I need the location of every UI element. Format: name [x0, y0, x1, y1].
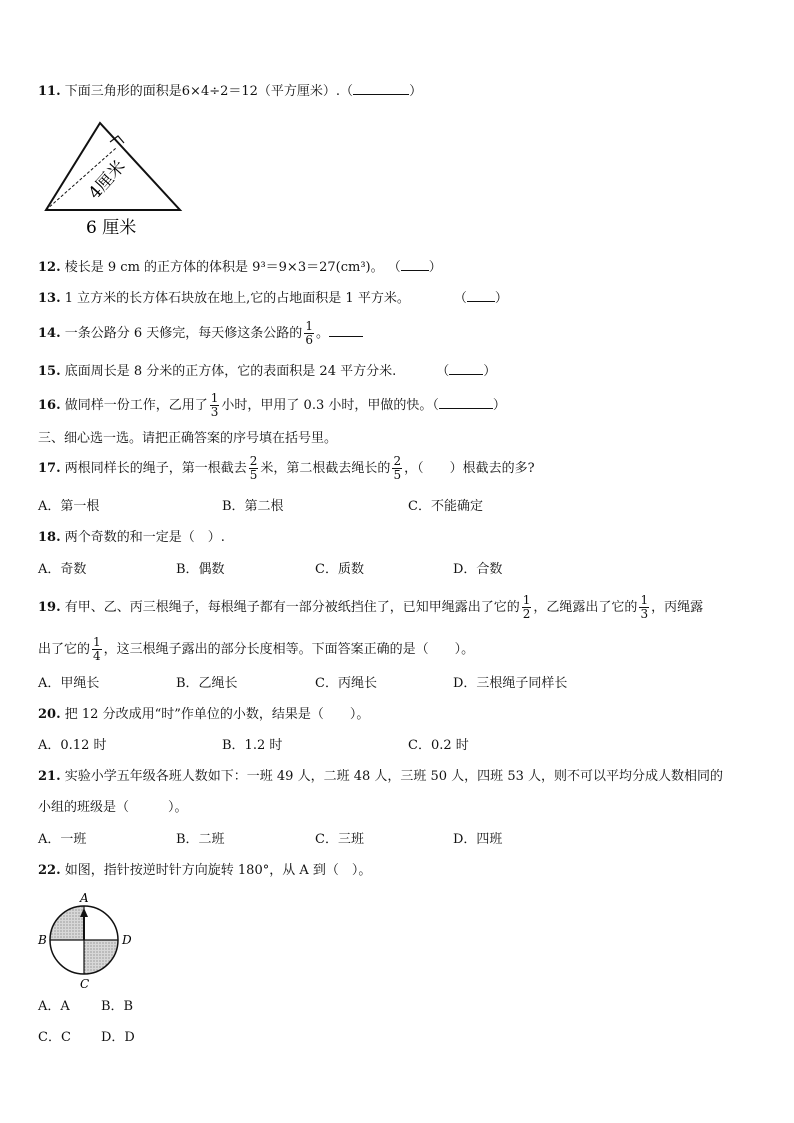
question-number: 11.	[38, 84, 61, 99]
question-text: 实验小学五年级各班人数如下：一班 49 人，二班 48 人，三班 50 人，四班 53 人，则不可以平均分成人数相同的	[64, 769, 723, 784]
fraction: $\frac{1}{2}$	[522, 593, 531, 621]
option-b[interactable]: B．1.2 时	[222, 738, 283, 753]
label-a: A	[80, 891, 89, 905]
label-b: B	[38, 933, 47, 947]
option-b[interactable]: B．偶数	[176, 562, 225, 577]
question-11: 11. 下面三角形的面积是6×4÷2＝12（平方厘米）.（ ）	[38, 84, 423, 99]
answer-blank[interactable]	[467, 289, 495, 302]
question-18: 18. 两个奇数的和一定是（ ）.	[38, 530, 225, 545]
question-21: 21. 实验小学五年级各班人数如下：一班 49 人，二班 48 人，三班 50 人，四班 53 人，则不可以平均分成人数相同的	[38, 769, 723, 784]
section-3-title: 三、细心选一选。请把正确答案的序号填在括号里。	[38, 431, 338, 446]
option-a[interactable]: A．奇数	[38, 562, 87, 577]
base-label: 6 厘米	[86, 218, 137, 238]
fraction: $\frac{2}{5}$	[249, 454, 258, 482]
option-d[interactable]: D．三根绳子同样长	[453, 676, 568, 691]
answer-blank[interactable]	[401, 258, 429, 271]
question-20: 20. 把 12 分改成用“时”作单位的小数，结果是（ ）。	[38, 707, 370, 722]
question-text: 一条公路分 6 天修完，每天修这条公路的	[64, 326, 303, 341]
option-c[interactable]: C．C	[38, 1030, 71, 1045]
question-text: 两根同样长的绳子，第一根截去	[64, 461, 247, 476]
answer-blank[interactable]	[329, 324, 363, 337]
answer-blank[interactable]	[353, 82, 409, 95]
question-text-b: （平方厘米）.（	[257, 84, 354, 99]
label-d: D	[122, 933, 132, 947]
option-c[interactable]: C．三班	[315, 832, 364, 847]
answer-blank[interactable]	[449, 362, 483, 375]
question-17: 17. 两根同样长的绳子，第一根截去 $\frac{2}{5}$ 米，第二根截去绳长的 $\frac{2}{5}$ ，（ ）根截去的多?	[38, 454, 535, 482]
question-16: 16. 做同样一份工作，乙用了 $\frac{1}{3}$ 小时，甲用了 0.3 小时，甲做的快。（ ）	[38, 391, 506, 419]
option-a[interactable]: A．0.12 时	[38, 738, 107, 753]
option-d[interactable]: D．合数	[453, 562, 503, 577]
question-19-cont: 出了它的 $\frac{1}{4}$ ，这三根绳子露出的部分长度相等。下面答案正确的是（ ）。	[38, 635, 475, 663]
question-text: 棱长是 9 cm 的正方体的体积是 9³＝9×3＝27(cm³)。 （	[64, 260, 401, 275]
option-b[interactable]: B．乙绳长	[176, 676, 238, 691]
question-text: 底面周长是 8 分米的正方体，它的表面积是 24 平方分米.	[64, 364, 397, 379]
option-c[interactable]: C．0.2 时	[408, 738, 469, 753]
fraction: $\frac{1}{6}$	[305, 319, 313, 347]
question-22: 22. 如图，指针按逆时针方向旋转 180°，从 A 到（ ）。	[38, 863, 372, 878]
formula: 6×4÷2＝12	[181, 84, 258, 99]
question-19: 19. 有甲、乙、丙三根绳子，每根绳子都有一部分被纸挡住了，已知甲绳露出了它的 $\frac{1}{2}$ ，乙绳露出了它的 $\frac{1}{3}$ ，丙绳露	[38, 593, 704, 621]
option-b[interactable]: B．B	[101, 999, 134, 1014]
option-c[interactable]: C．丙绳长	[315, 676, 377, 691]
option-d[interactable]: D．D	[101, 1030, 135, 1045]
question-12: 12. 棱长是 9 cm 的正方体的体积是 9³＝9×3＝27(cm³)。 （ ）	[38, 260, 442, 275]
question-14: 14. 一条公路分 6 天修完，每天修这条公路的 $\frac{1}{6}$ 。	[38, 320, 363, 347]
fraction: $\frac{1}{3}$	[640, 593, 649, 621]
fraction: $\frac{1}{3}$	[210, 391, 219, 419]
answer-blank[interactable]	[439, 396, 493, 409]
label-c: C	[80, 977, 90, 991]
question-text: 把 12 分改成用“时”作单位的小数，结果是（ ）。	[64, 707, 370, 722]
option-a[interactable]: A．A	[38, 999, 70, 1014]
height-label: 4厘米	[84, 156, 130, 204]
option-a[interactable]: A．一班	[38, 832, 87, 847]
option-b[interactable]: B．二班	[176, 832, 225, 847]
question-15: 15. 底面周长是 8 分米的正方体，它的表面积是 24 平方分米. （ ）	[38, 364, 497, 379]
question-text: 两个奇数的和一定是（ ）.	[64, 530, 225, 545]
option-c[interactable]: C．不能确定	[408, 499, 483, 514]
question-21-cont: 小组的班级是（ ）。	[38, 800, 188, 815]
question-13: 13. 1 立方米的长方体石块放在地上,它的占地面积是 1 平方米。 （ ）	[38, 291, 508, 306]
question-text: 如图，指针按逆时针方向旋转 180°，从 A 到（ ）。	[64, 863, 372, 878]
option-c[interactable]: C．质数	[315, 562, 364, 577]
option-d[interactable]: D．四班	[453, 832, 503, 847]
option-a[interactable]: A．第一根	[38, 499, 100, 514]
question-text: 做同样一份工作，乙用了	[64, 398, 208, 413]
fraction: $\frac{2}{5}$	[393, 454, 402, 482]
question-text: 下面三角形的面积是	[64, 84, 182, 99]
fraction: $\frac{1}{4}$	[93, 635, 101, 663]
option-a[interactable]: A．甲绳长	[38, 676, 100, 691]
triangle-figure	[38, 118, 188, 240]
option-b[interactable]: B．第二根	[222, 499, 284, 514]
clock-dial-figure	[36, 888, 140, 992]
question-text: 有甲、乙、丙三根绳子，每根绳子都有一部分被纸挡住了，已知甲绳露出了它的	[64, 600, 520, 615]
question-text: 1 立方米的长方体石块放在地上,它的占地面积是 1 平方米。	[64, 291, 410, 306]
